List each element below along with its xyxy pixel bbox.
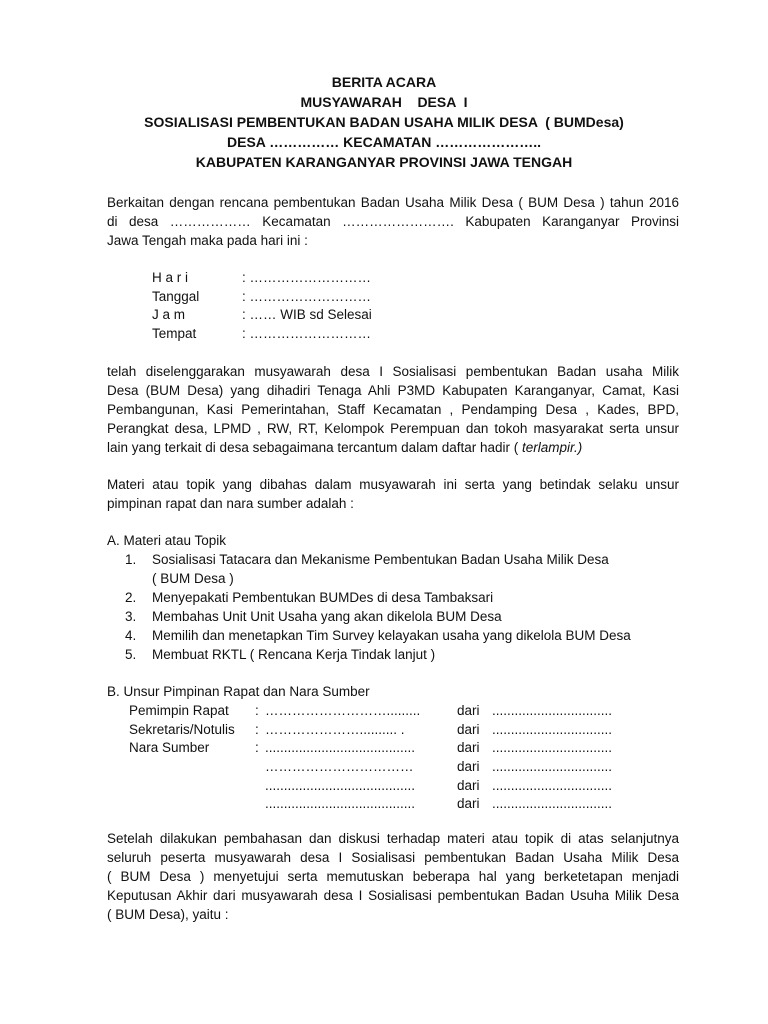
participant-name: ........................................	[265, 740, 416, 756]
header-topic: SOSIALISASI PEMBENTUKAN BADAN USAHA MILIK DESA ( BUMDesa)	[144, 114, 624, 130]
participant-row	[107, 776, 707, 795]
header-village: DESA …………… KECAMATAN …………………..	[227, 134, 541, 150]
participant-name: ……………………………	[265, 759, 414, 775]
list-item-number: 5.	[125, 647, 137, 662]
header-title: BERITA ACARA	[331, 74, 437, 90]
participant-dari: dari	[457, 721, 480, 737]
list-item-text: Sosialisasi Tatacara dan Mekanisme Pembentukan Badan Usaha Milik Desa	[152, 552, 609, 567]
paragraph-line: ( BUM Desa ) menyetujui serta memutuskan beberapa hal yang berketetapan menjadi	[107, 869, 679, 884]
section-a	[107, 531, 707, 664]
section-a-title	[107, 531, 707, 550]
participant-dari: dari	[457, 759, 480, 775]
participant-dari: dari	[457, 703, 480, 718]
paragraph-line: Keputusan Akhir dari musyawarah desa I Sosialisasi pembentukan Badan Usuha Milik Desa	[107, 888, 679, 903]
section-a-title-text: A. Materi atau Topik	[107, 533, 227, 548]
participant-origin: ................................	[492, 703, 613, 718]
list-item-number: 1.	[125, 552, 137, 567]
participant-colon: :	[255, 703, 259, 718]
schedule-value: : ………………………	[242, 270, 372, 285]
section-b-title: B. Unsur Pimpinan Rapat dan Nara Sumber	[107, 684, 370, 699]
participant-role: Sekretaris/Notulis	[129, 721, 235, 737]
paragraph-line: ( BUM Desa), yaitu :	[107, 907, 229, 922]
list-item-number: 3.	[125, 609, 137, 624]
paragraph-line: Jawa Tengah maka pada hari ini :	[107, 233, 308, 248]
document-header	[0, 72, 768, 172]
header-regency: KABUPATEN KARANGANYAR PROVINSI JAWA TENGAH	[195, 154, 573, 170]
participant-origin: ................................	[492, 740, 613, 756]
paragraph-line: telah diselenggarakan musyawarah desa I Sosialisasi pembentukan Badan usaha Milik	[107, 364, 679, 379]
schedule-label: J a m	[152, 307, 186, 322]
schedule-value: : ………………………	[242, 288, 372, 304]
participant-origin: ................................	[492, 777, 613, 793]
schedule-label: Tanggal	[152, 288, 200, 304]
participant-row	[107, 738, 707, 757]
participant-origin: ................................	[492, 721, 613, 737]
held-paragraph	[107, 362, 679, 457]
list-item-text: Menyepakati Pembentukan BUMDes di desa Tambaksari	[152, 590, 494, 605]
paragraph-text: lain yang terkait di desa sebagaimana tercantum dalam daftar hadir (	[107, 440, 522, 455]
participant-colon: :	[255, 740, 259, 756]
section-b	[107, 682, 707, 813]
list-item	[107, 645, 707, 664]
participant-origin: ................................	[492, 796, 613, 812]
participant-dari: dari	[457, 740, 480, 756]
list-item-number: 4.	[125, 628, 137, 643]
paragraph-line: Berkaitan dengan rencana pembentukan Badan Usaha Milik Desa ( BUM Desa ) tahun 2016	[107, 195, 679, 210]
list-item-number: 2.	[125, 590, 137, 605]
paragraph-line: Desa (BUM Desa) yang dihadiri Tenaga Ahli P3MD Kabupaten Karanganyar, Camat, Kasi	[107, 383, 679, 398]
list-item-text: ( BUM Desa )	[152, 571, 234, 586]
list-item	[107, 607, 707, 626]
list-item-text: Membahas Unit Unit Usaha yang akan dikelola BUM Desa	[152, 609, 502, 624]
participant-dari: dari	[457, 777, 480, 793]
participant-row	[107, 701, 707, 720]
participant-name: ………………….......... .	[265, 721, 405, 737]
participant-colon: :	[255, 721, 259, 737]
schedule-label: H a r i	[152, 270, 189, 285]
paragraph-line: di desa ……………… Kecamatan ……………………. Kabupaten Karanganyar Provinsi	[107, 214, 679, 229]
participant-row	[107, 720, 707, 739]
participant-name: ........................................	[265, 777, 416, 793]
participant-role: Pemimpin Rapat	[129, 703, 229, 718]
intro-paragraph	[107, 193, 679, 250]
schedule-label: Tempat	[152, 325, 197, 341]
list-item	[107, 588, 707, 607]
schedule-value: : …… WIB sd Selesai	[242, 307, 372, 322]
conclusion-paragraph	[107, 829, 679, 924]
attachment-note: terlampir.)	[521, 440, 583, 455]
participant-dari: dari	[457, 796, 480, 812]
materi-intro-paragraph	[107, 475, 679, 513]
participant-name: ……………………….........	[265, 703, 421, 718]
header-subtitle: MUSYAWARAH DESA I	[300, 94, 468, 110]
paragraph-line	[107, 438, 679, 457]
list-item-text: Membuat RKTL ( Rencana Kerja Tindak lanjut )	[152, 647, 436, 662]
list-item	[107, 569, 707, 588]
paragraph-line: seluruh peserta musyawarah desa I Sosialisasi pembentukan Badan Usaha Milik Desa	[107, 850, 679, 865]
list-item-text: Memilih dan menetapkan Tim Survey kelayakan usaha yang dikelola BUM Desa	[152, 628, 631, 643]
participant-row	[107, 794, 707, 813]
list-item	[107, 550, 707, 569]
participant-row	[107, 757, 707, 776]
paragraph-line: pimpinan rapat dan nara sumber adalah :	[107, 496, 354, 511]
paragraph-line: Materi atau topik yang dibahas dalam musyawarah ini serta yang betindak selaku unsur	[107, 477, 679, 492]
schedule-value: : ………………………	[242, 325, 372, 341]
paragraph-line: Setelah dilakukan pembahasan dan diskusi terhadap materi atau topik di atas selanjutnya	[107, 831, 679, 846]
participant-origin: ................................	[492, 759, 613, 775]
participant-name: ........................................	[265, 796, 416, 812]
paragraph-line: Perangkat desa, LPMD , RW, RT, Kelompok Perempuan dan tokoh masyarakat serta unsur	[107, 421, 679, 436]
participant-role: Nara Sumber	[129, 740, 210, 756]
list-item	[107, 626, 707, 645]
paragraph-line: Pembangunan, Kasi Pemerintahan, Staff Kecamatan , Pendamping Desa , Kades, BPD,	[107, 402, 679, 417]
